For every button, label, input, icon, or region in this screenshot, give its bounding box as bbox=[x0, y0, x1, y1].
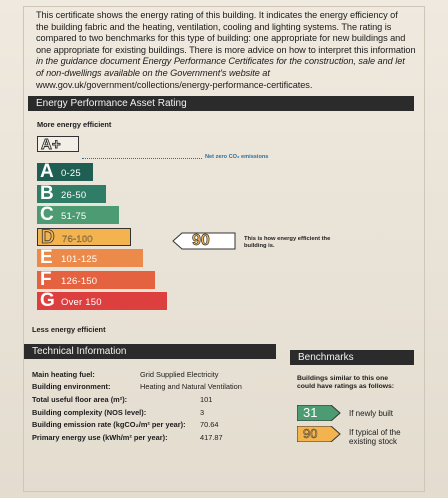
tech-label: Primary energy use (kWh/m² per year): bbox=[32, 433, 168, 442]
tech-value: 3 bbox=[200, 408, 205, 417]
aplus-label: A+ bbox=[41, 136, 61, 153]
intro-paragraph bbox=[36, 10, 416, 91]
band-d bbox=[37, 228, 131, 246]
band-letter: E bbox=[40, 247, 53, 268]
tech-label: Building environment: bbox=[32, 382, 111, 391]
tech-value: 101 bbox=[200, 395, 213, 404]
rating-note: This is how energy efficient the building is. bbox=[244, 236, 331, 249]
tech-label: Building complexity (NOS level): bbox=[32, 408, 147, 417]
aplus-band bbox=[37, 136, 79, 152]
band-b bbox=[37, 182, 106, 204]
benchmark-arrow bbox=[297, 405, 341, 421]
intro-line: of non-dwellings available on the Government's website at bbox=[36, 67, 270, 78]
band-c bbox=[37, 206, 119, 224]
band-range: 126-150 bbox=[61, 275, 98, 287]
band-letter: G bbox=[40, 290, 55, 311]
band-letter: B bbox=[40, 182, 54, 204]
tech-value: Grid Supplied Electricity bbox=[140, 370, 219, 379]
tech-label: Main heating fuel: bbox=[32, 370, 95, 379]
intro-line: one appropriate for existing buildings. There is more advice on how to interpret this information bbox=[36, 44, 416, 55]
band-f bbox=[37, 268, 155, 290]
intro-line: the building fabric and the heating, ventilation, cooling and lighting systems. The rating is bbox=[36, 21, 392, 32]
band-e bbox=[37, 249, 143, 267]
benchmarks-header: Benchmarks bbox=[290, 350, 414, 365]
band-letter: A bbox=[40, 161, 54, 182]
less-efficient-label: Less energy efficient bbox=[32, 325, 106, 334]
tech-value: 417.87 bbox=[200, 433, 223, 442]
band-letter: D bbox=[41, 226, 55, 248]
asset-rating-header: Energy Performance Asset Rating bbox=[28, 96, 414, 111]
building-rating-arrow bbox=[172, 232, 236, 250]
benchmark-arrow bbox=[297, 426, 341, 442]
band-letter: C bbox=[40, 204, 54, 225]
band-range: Over 150 bbox=[61, 297, 102, 308]
technical-info-header: Technical Information bbox=[24, 344, 276, 359]
more-efficient-label: More energy efficient bbox=[37, 120, 112, 129]
band-g bbox=[37, 292, 167, 310]
band-range: 0-25 bbox=[61, 168, 81, 179]
benchmark-text: If typical of the existing stock bbox=[349, 428, 401, 446]
tech-value: Heating and Natural Ventilation bbox=[140, 382, 242, 391]
net-zero-line bbox=[82, 158, 202, 159]
benchmark-text: If newly built bbox=[349, 409, 394, 418]
net-zero-label: Net zero CO₂ emissions bbox=[205, 154, 269, 160]
band-range: 101-125 bbox=[61, 254, 98, 265]
tech-label: Total useful floor area (m²): bbox=[32, 395, 128, 404]
intro-line: www.gov.uk/government/collections/energy-performance-certificates. bbox=[36, 79, 313, 90]
band-a bbox=[37, 163, 93, 181]
tech-value: 70.64 bbox=[200, 420, 219, 429]
band-letter: F bbox=[40, 268, 52, 290]
band-range: 76-100 bbox=[62, 233, 93, 245]
building-rating-value: 90 bbox=[192, 232, 210, 249]
intro-line: This certificate shows the energy rating of this building. It indicates the energy efficiency of bbox=[36, 10, 398, 20]
benchmark-value: 31 bbox=[303, 405, 318, 420]
benchmarks-intro: Buildings similar to this one could have ratings as follows: bbox=[297, 375, 395, 390]
band-range: 26-50 bbox=[61, 189, 87, 201]
benchmark-value: 90 bbox=[303, 426, 318, 441]
intro-line: in the guidance document Energy Performance Certificates for the construction, sale and let bbox=[36, 56, 405, 67]
tech-label: Building emission rate (kgCO₂/m² per year): bbox=[32, 420, 186, 429]
band-range: 51-75 bbox=[61, 211, 87, 222]
intro-line: compared to two benchmarks for this type of building: one appropriate for new buildings and bbox=[36, 33, 406, 44]
